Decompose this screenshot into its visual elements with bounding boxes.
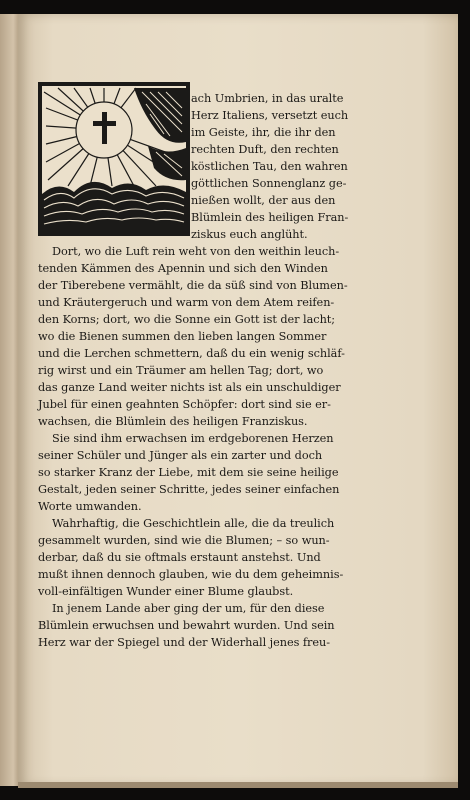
text-line: und Kräutergeruch und warm von dem Atem reifen- — [38, 296, 335, 309]
text-line: Dort, wo die Luft rein weht von den weithin leuch- — [52, 245, 340, 258]
text-line: ach Umbrien, in das uralte — [191, 92, 344, 105]
text-line: der Tiberebene vermählt, die da süß sind von Blumen- — [38, 279, 348, 292]
text-line: rechten Duft, den rechten — [191, 143, 339, 156]
text-line: nießen wollt, der aus den — [191, 194, 336, 207]
text-line: Wahrhaftig, die Geschichtlein alle, die da treulich — [52, 517, 335, 530]
text-line: In jenem Lande aber ging der um, für den diese — [52, 602, 325, 615]
text-line: rig wirst und ein Träumer am hellen Tag; dort, wo — [38, 364, 324, 377]
text-line: Worte umwanden. — [38, 500, 142, 513]
text-line: Jubel für einen geahnten Schöpfer: dort sind sie er- — [38, 398, 331, 411]
text-line: Blümlein des heiligen Fran- — [191, 211, 349, 224]
bottom-page-edge — [18, 782, 458, 788]
text-line: gesammelt wurden, sind wie die Blumen; – so wun- — [38, 534, 330, 547]
text-line: Sie sind ihm erwachsen im erdgeborenen Herzen — [52, 432, 334, 445]
text-line: und die Lerchen schmettern, daß du ein wenig schläf- — [38, 347, 345, 360]
text-line: im Geiste, ihr, die ihr den — [191, 126, 336, 139]
text-line: köstlichen Tau, den wahren — [191, 160, 348, 173]
text-line: so starker Kranz der Liebe, mit dem sie seine heilige — [38, 466, 339, 479]
text-line: mußt ihnen dennoch glauben, wie du dem geheimnis- — [38, 568, 344, 581]
text-line: seiner Schüler und Jünger als ein zarter und doch — [38, 449, 323, 462]
text-line: das ganze Land weiter nichts ist als ein unschuldiger — [38, 381, 341, 394]
text-line: Herz war der Spiegel und der Widerhall jenes freu- — [38, 636, 331, 649]
woodcut-initial-cross-sun — [38, 82, 190, 236]
text-line: tenden Kämmen des Apennin und sich den Winden — [38, 262, 328, 275]
text-line: wachsen, die Blümlein des heiligen Franziskus. — [38, 415, 308, 428]
text-line: ziskus euch anglüht. — [191, 228, 308, 241]
text-line: Herz Italiens, versetzt euch — [191, 109, 349, 122]
woodcut-illustration — [38, 82, 190, 236]
text-line: den Korns; dort, wo die Sonne ein Gott ist der lacht; — [38, 313, 336, 326]
text-line: göttlichen Sonnenglanz ge- — [191, 177, 347, 190]
text-line: Blümlein erwuchsen und bewahrt wurden. Und sein — [38, 619, 335, 632]
text-line: Gestalt, jeden seiner Schritte, jedes seiner einfachen — [38, 483, 340, 496]
text-line: derbar, daß du sie oftmals erstaunt anstehst. Und — [38, 551, 321, 564]
text-line: wo die Bienen summen den lieben langen Sommer — [38, 330, 327, 343]
text-line: voll-einfältigen Wunder einer Blume glaubst. — [38, 585, 294, 598]
